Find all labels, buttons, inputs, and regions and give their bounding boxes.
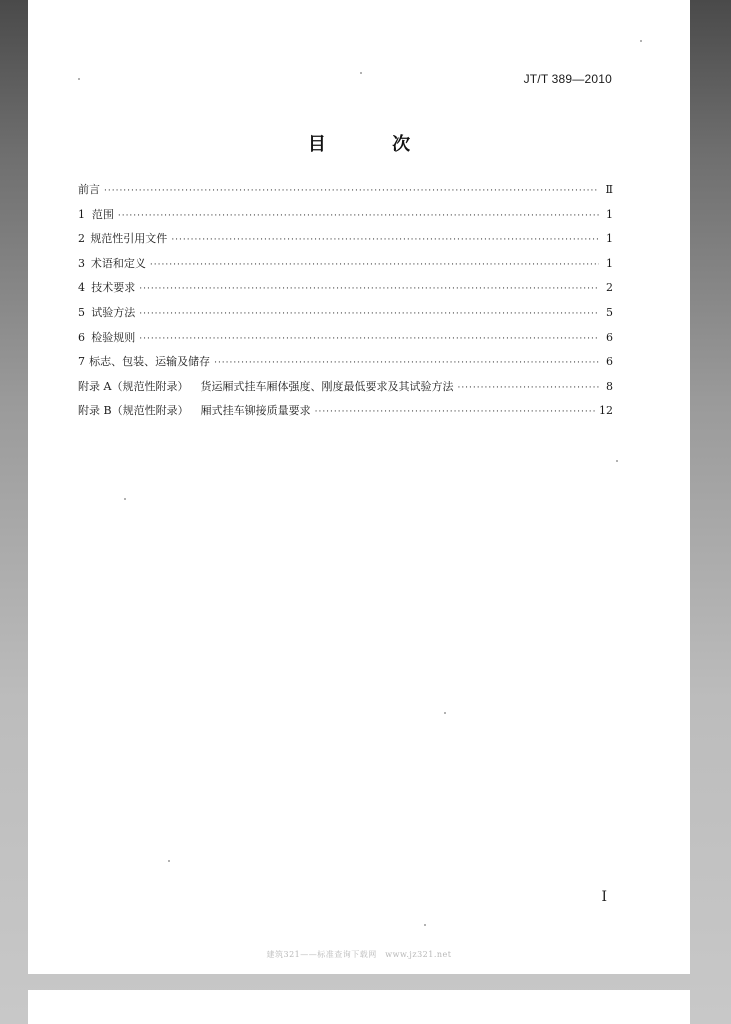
toc-leader-dots: [104, 186, 599, 196]
toc-entry-label: 术语和定义: [90, 256, 146, 270]
toc-entry-terms-definitions[interactable]: [78, 255, 613, 280]
toc-entry-page: 6: [606, 355, 613, 369]
scan-speck: [640, 40, 642, 42]
scan-speck: [168, 860, 170, 862]
toc-entry-number: 7: [78, 355, 85, 369]
toc-entry-normative-references[interactable]: [78, 230, 613, 255]
next-document-page: [28, 990, 690, 1024]
toc-entry-label: 前言: [78, 183, 100, 196]
toc-entry-page: 12: [599, 404, 613, 418]
toc-entry-label: 厢式挂车铆接质量要求: [200, 404, 311, 418]
watermark-text: 建筑321——标准查询下载网 www.jz321.net: [266, 950, 452, 959]
page-number: I: [601, 889, 607, 905]
scan-speck: [616, 460, 618, 462]
scan-speck: [360, 72, 362, 74]
toc-entry-test-methods[interactable]: [78, 304, 613, 329]
toc-entry-marking-packaging[interactable]: [78, 353, 613, 378]
scan-speck: [78, 78, 80, 80]
toc-entry-page: 1: [606, 256, 613, 270]
scan-speck: [444, 712, 446, 714]
toc-appendix-prefix: 附录 B（规范性附录）: [78, 404, 189, 418]
toc-entry-number: 4: [78, 281, 85, 295]
toc-leader-dots: [214, 358, 599, 368]
toc-entry-page: 5: [606, 305, 613, 319]
toc-entry-page: 1: [606, 207, 613, 221]
toc-entry-label: 检验规则: [91, 330, 136, 344]
toc-leader-dots: [139, 284, 599, 294]
toc-leader-dots: [171, 235, 599, 245]
toc-title: 目 次: [307, 134, 441, 155]
toc-entry-page: 2: [606, 281, 613, 295]
toc-leader-dots: [139, 334, 599, 344]
toc-entry-page: 8: [606, 379, 613, 393]
toc-entry-number: 2: [78, 232, 85, 246]
toc-entry-number: 3: [78, 256, 85, 270]
document-page: [28, 0, 690, 974]
table-of-contents: [78, 181, 613, 427]
toc-leader-dots: [457, 383, 599, 393]
toc-entry-appendix-a[interactable]: [78, 378, 613, 403]
toc-entry-inspection-rules[interactable]: [78, 329, 613, 354]
toc-entry-label: 技术要求: [91, 281, 136, 295]
document-code: JT/T 389—2010: [523, 72, 612, 86]
toc-entry-scope[interactable]: [78, 206, 613, 231]
toc-entry-number: 6: [78, 330, 85, 344]
toc-appendix-prefix: 附录 A（规范性附录）: [78, 379, 189, 393]
toc-entry-label: 规范性引用文件: [90, 232, 168, 246]
scan-speck: [124, 498, 126, 500]
toc-leader-dots: [150, 260, 599, 270]
toc-entry-page: Ⅱ: [605, 183, 613, 196]
toc-entry-technical-requirements[interactable]: [78, 279, 613, 304]
toc-entry-appendix-b[interactable]: [78, 402, 613, 427]
scan-speck: [424, 924, 426, 926]
toc-entry-page: 1: [606, 232, 613, 246]
toc-leader-dots: [139, 309, 599, 319]
toc-entry-number: 1: [78, 207, 85, 221]
toc-leader-dots: [118, 211, 599, 221]
toc-entry-label: 范围: [91, 207, 114, 221]
toc-entry-number: 5: [78, 305, 85, 319]
toc-entry-label: 试验方法: [91, 305, 136, 319]
toc-entry-page: 6: [606, 330, 613, 344]
toc-leader-dots: [315, 407, 595, 417]
toc-entry-label: 标志、包装、运输及储存: [89, 355, 211, 369]
toc-entry-label: 货运厢式挂车厢体强度、刚度最低要求及其试验方法: [200, 379, 454, 393]
toc-entry-foreword[interactable]: [78, 181, 613, 206]
